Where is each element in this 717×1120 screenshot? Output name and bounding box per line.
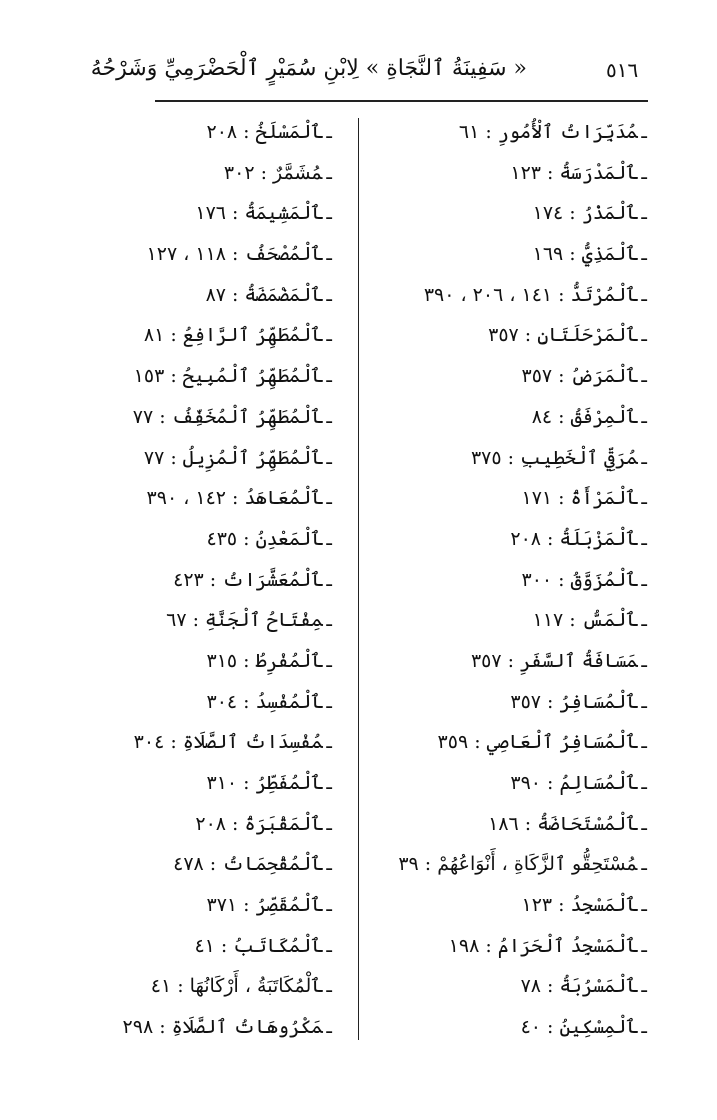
entry-dash: ـ bbox=[326, 975, 332, 998]
entry-dash: ـ bbox=[641, 446, 647, 469]
index-entry bbox=[352, 885, 647, 926]
running-title: « سَفِينَةُ ٱلنَّجَاةِ » لِابْنِ سُمَيْرٍ ٱلْحَضْرَمِيِّ وَشَرْحُهُ bbox=[90, 56, 527, 81]
entry-text: ٱلْمَسْجِدُ ٱلْحَرَامُ : ١٩٨ bbox=[448, 934, 638, 957]
index-entry bbox=[352, 315, 647, 356]
entry-text: مَكْرُوهَاتُ ٱلصَّلَاةِ : ٢٩٨ bbox=[122, 1016, 323, 1039]
index-entry bbox=[352, 397, 647, 438]
entry-text: ٱلْمُعَاهَدُ : ١٤٢ ، ٣٩٠ bbox=[146, 487, 323, 510]
entry-text: ٱلْمُطَهِّرُ ٱلرَّافِعُ : ٨١ bbox=[143, 324, 323, 347]
index-entry bbox=[352, 519, 647, 560]
entry-dash: ـ bbox=[641, 202, 647, 225]
entry-text: ٱلْمُطَهِّرُ ٱلْمُزِيلُ : ٧٧ bbox=[143, 446, 323, 469]
entry-dash: ـ bbox=[326, 243, 332, 266]
entry-dash: ـ bbox=[641, 975, 647, 998]
header-rule bbox=[155, 100, 648, 102]
entry-dash: ـ bbox=[326, 772, 332, 794]
index-entry bbox=[37, 722, 332, 763]
index-entry bbox=[352, 560, 647, 601]
entry-text: ٱلْمُصْحَفُ : ١١٨ ، ١٢٧ bbox=[146, 243, 323, 266]
entry-dash: ـ bbox=[641, 405, 647, 428]
index-entry bbox=[37, 804, 332, 845]
entry-text: ٱلْمُرْتَدُّ : ١٤١ ، ٢٠٦ ، ٣٩٠ bbox=[423, 283, 638, 306]
entry-text: ٱلْمَسْرُبَةُ : ٧٨ bbox=[520, 975, 638, 998]
entry-dash: ـ bbox=[641, 772, 647, 794]
entry-text: ٱلْمُزَوَّقُ : ٣٠٠ bbox=[521, 568, 638, 591]
entry-dash: ـ bbox=[326, 283, 332, 306]
entry-text: ٱلْمُكَاتَبَةُ ، أَرْكَانُهَا : ٤١ bbox=[150, 975, 323, 998]
index-column-right bbox=[352, 112, 647, 1048]
index-entry bbox=[37, 763, 332, 804]
entry-dash: ـ bbox=[641, 853, 647, 876]
entry-text: ٱلْمَرْحَلَتَانِ : ٣٥٧ bbox=[488, 324, 638, 347]
entry-text: ٱلْمُطَهِّرُ ٱلْمُخَفِّفُ : ٧٧ bbox=[132, 405, 323, 428]
entry-text: ٱلْمَذِيُّ : ١٦٩ bbox=[532, 243, 638, 266]
entry-dash: ـ bbox=[326, 690, 332, 713]
entry-text: ٱلْمَسُّ : ١١٧ bbox=[532, 609, 638, 632]
entry-text: مُفْسِدَاتُ ٱلصَّلَاةِ : ٣٠٤ bbox=[133, 731, 323, 754]
index-entry bbox=[37, 682, 332, 723]
page-header bbox=[0, 0, 717, 110]
entry-text: مُرَقِّي ٱلْخَطِيبِ : ٣٧٥ bbox=[470, 446, 638, 469]
index-entry bbox=[37, 600, 332, 641]
entry-dash: ـ bbox=[641, 690, 647, 713]
index-entry bbox=[352, 438, 647, 479]
entry-text: ٱلْمُقْحِمَاتُ : ٤٧٨ bbox=[173, 853, 323, 876]
entry-dash: ـ bbox=[326, 894, 332, 917]
entry-text: ٱلْمِرْفَقُ : ٨٤ bbox=[531, 405, 638, 428]
entry-dash: ـ bbox=[641, 283, 647, 306]
entry-dash: ـ bbox=[326, 324, 332, 347]
index-entry bbox=[37, 234, 332, 275]
entry-dash: ـ bbox=[641, 894, 647, 917]
entry-dash: ـ bbox=[326, 853, 332, 876]
index-entry bbox=[352, 763, 647, 804]
entry-dash: ـ bbox=[641, 324, 647, 347]
entry-text: ٱلْمِسْكِينُ : ٤٠ bbox=[520, 1016, 638, 1039]
entry-text: ٱلْمُسْتَحَاضَةُ : ١٨٦ bbox=[488, 812, 638, 835]
entry-dash: ـ bbox=[326, 731, 332, 754]
entry-text: ٱلْمَشِيمَةُ : ١٧٦ bbox=[195, 202, 323, 225]
entry-dash: ـ bbox=[326, 446, 332, 469]
entry-dash: ـ bbox=[641, 527, 647, 550]
index-entry bbox=[37, 966, 332, 1007]
entry-text: ٱلْمُسَافِرُ : ٣٥٧ bbox=[510, 690, 638, 713]
entry-text: مُشَمَّرٌ : ٣٠٢ bbox=[223, 161, 323, 184]
entry-dash: ـ bbox=[326, 405, 332, 428]
index-entry bbox=[352, 722, 647, 763]
entry-dash: ـ bbox=[326, 609, 332, 632]
entry-dash: ـ bbox=[326, 487, 332, 510]
index-entry bbox=[37, 275, 332, 316]
entry-dash: ـ bbox=[641, 731, 647, 754]
index-entry bbox=[352, 153, 647, 194]
index-entry bbox=[352, 356, 647, 397]
index-entry bbox=[37, 356, 332, 397]
entry-text: ٱلْمُسَالِمُ : ٣٩٠ bbox=[510, 772, 638, 794]
entry-dash: ـ bbox=[326, 934, 332, 957]
entry-text: ٱلْمَضْمَضَةُ : ٨٧ bbox=[205, 283, 323, 306]
index-entry bbox=[352, 641, 647, 682]
index-entry bbox=[37, 438, 332, 479]
entry-dash: ـ bbox=[326, 202, 332, 225]
entry-dash: ـ bbox=[641, 161, 647, 184]
entry-dash: ـ bbox=[641, 812, 647, 835]
entry-text: ٱلْمُطَهِّرُ ٱلْمُبِيحُ : ١٥٣ bbox=[133, 365, 323, 388]
index-entry bbox=[37, 885, 332, 926]
entry-dash: ـ bbox=[326, 812, 332, 835]
entry-text: ٱلْمَرْأَةُ : ١٧١ bbox=[521, 487, 638, 510]
entry-dash: ـ bbox=[641, 609, 647, 632]
index-entry bbox=[37, 1007, 332, 1048]
entry-text: ٱلْمَعْدِنُ : ٤٣٥ bbox=[206, 527, 323, 550]
index-entry bbox=[352, 966, 647, 1007]
entry-dash: ـ bbox=[641, 121, 647, 143]
entry-dash: ـ bbox=[326, 365, 332, 388]
entry-text: ٱلْمُفَطِّرُ : ٣١٠ bbox=[206, 772, 323, 794]
entry-dash: ـ bbox=[326, 1016, 332, 1039]
index-entry bbox=[37, 397, 332, 438]
entry-text: ٱلْمُفْسِدُ : ٣٠٤ bbox=[206, 690, 323, 713]
entry-text: ٱلْمَزْبَلَةُ : ٢٠٨ bbox=[510, 527, 638, 550]
entry-dash: ـ bbox=[326, 121, 332, 143]
entry-text: ٱلْمُعَشَّرَاتُ : ٤٢٣ bbox=[173, 568, 323, 591]
entry-text: ٱلْمَذْرُ : ١٧٤ bbox=[532, 202, 638, 225]
entry-dash: ـ bbox=[641, 487, 647, 510]
index-entry bbox=[37, 926, 332, 967]
entry-text: ٱلْمُفْرِطُ : ٣١٥ bbox=[206, 649, 323, 672]
entry-dash: ـ bbox=[641, 934, 647, 957]
entry-text: مُسْتَحِقُّو ٱلزَّكَاةِ ، أَنْوَاعُهُمْ : ٣٩ bbox=[398, 853, 638, 876]
index-entry bbox=[352, 275, 647, 316]
entry-dash: ـ bbox=[326, 161, 332, 184]
entry-dash: ـ bbox=[641, 649, 647, 672]
index-entry bbox=[37, 153, 332, 194]
index-entry bbox=[352, 234, 647, 275]
index-entry bbox=[37, 478, 332, 519]
entry-dash: ـ bbox=[326, 527, 332, 550]
entry-dash: ـ bbox=[326, 649, 332, 672]
index-entry bbox=[352, 804, 647, 845]
entry-dash: ـ bbox=[326, 568, 332, 591]
entry-text: مِفْتَاحُ ٱلْجَنَّةِ : ٦٧ bbox=[166, 609, 323, 632]
entry-text: مُدَبِّرَاتُ ٱلْأُمُورِ : ٦١ bbox=[458, 121, 638, 143]
index-entry bbox=[352, 600, 647, 641]
index-entry bbox=[37, 844, 332, 885]
entry-dash: ـ bbox=[641, 568, 647, 591]
entry-text: ٱلْمُكَاتَبُ : ٤١ bbox=[194, 934, 323, 957]
entry-text: ٱلْمَسْلَخُ : ٢٠٨ bbox=[206, 121, 323, 143]
entry-text: ٱلْمُقَصِّرُ : ٣٧١ bbox=[206, 894, 323, 917]
index-entry bbox=[352, 844, 647, 885]
entry-text: ٱلْمَقْبَرَةُ : ٢٠٨ bbox=[195, 812, 323, 835]
index-entry bbox=[37, 315, 332, 356]
index-column-left bbox=[37, 112, 332, 1048]
index-entry bbox=[352, 682, 647, 723]
entry-text: ٱلْمُسَافِرُ ٱلْعَاصِي : ٣٥٩ bbox=[437, 731, 638, 754]
index-entry bbox=[37, 641, 332, 682]
entry-text: ٱلْمَسْجِدُ : ١٢٣ bbox=[521, 894, 638, 917]
entry-text: ٱلْمَرَضُ : ٣٥٧ bbox=[521, 365, 638, 388]
entry-text: مَسَافَةُ ٱلسَّفَرِ : ٣٥٧ bbox=[470, 649, 638, 672]
index-entry bbox=[352, 193, 647, 234]
index-entry bbox=[352, 112, 647, 153]
index-entry bbox=[352, 1007, 647, 1048]
entry-dash: ـ bbox=[641, 1016, 647, 1039]
index-entry bbox=[352, 926, 647, 967]
entry-dash: ـ bbox=[641, 243, 647, 266]
entry-text: ٱلْمَدْرَسَةُ : ١٢٣ bbox=[510, 161, 638, 184]
index-entry bbox=[37, 519, 332, 560]
index-entry bbox=[37, 560, 332, 601]
index-entry bbox=[37, 193, 332, 234]
index-entry bbox=[37, 112, 332, 153]
page-number: ٥١٦ bbox=[606, 58, 639, 82]
index-entry bbox=[352, 478, 647, 519]
entry-dash: ـ bbox=[641, 365, 647, 388]
